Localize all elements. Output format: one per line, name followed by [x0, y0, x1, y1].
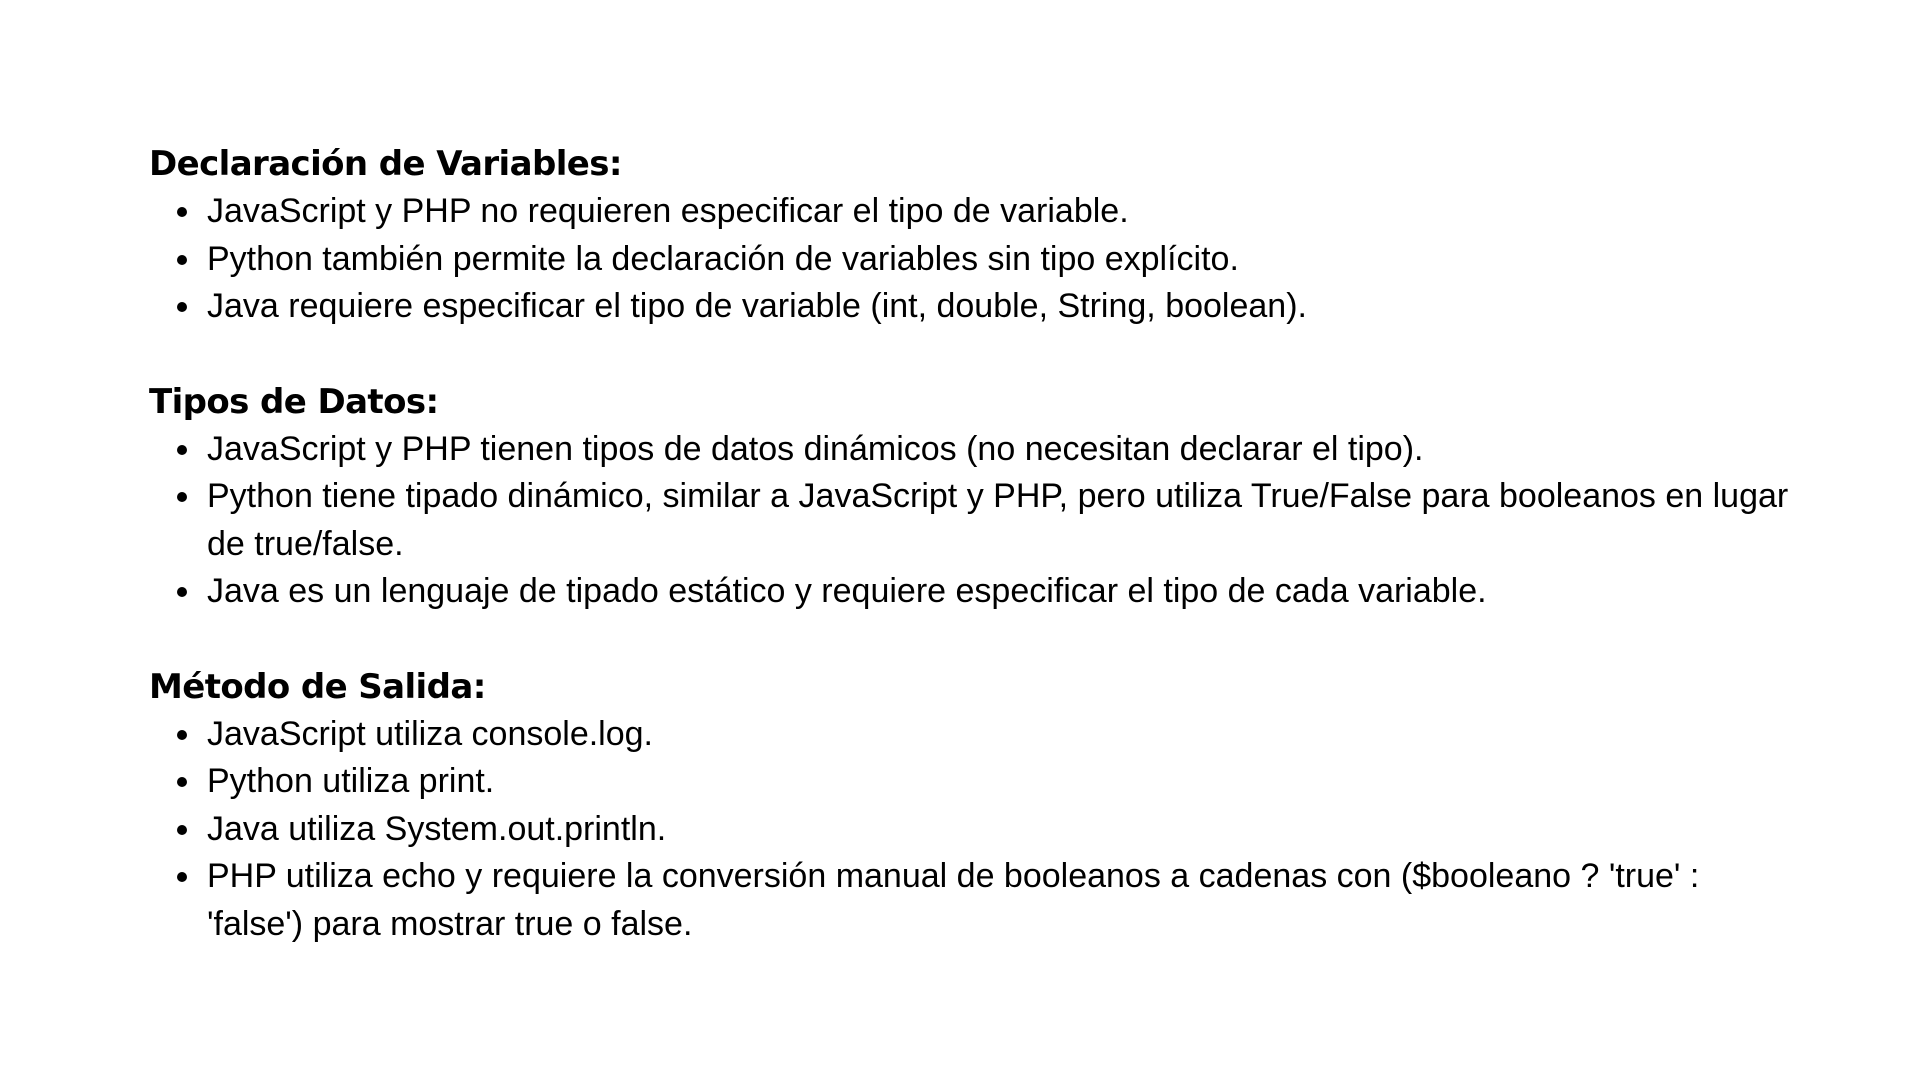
list-item-text: Python también permite la declaración de variables sin tipo explícito. — [207, 239, 1239, 278]
list-item — [149, 758, 1789, 806]
list-item — [149, 236, 1789, 284]
list-item — [149, 853, 1789, 948]
list-item — [149, 283, 1789, 331]
list-item — [149, 426, 1789, 474]
list-item — [149, 188, 1789, 236]
bullet-icon — [177, 777, 187, 787]
bullet-list — [149, 711, 1789, 949]
bullet-icon — [177, 492, 187, 502]
list-item-text: Java es un lenguaje de tipado estático y requiere especificar el tipo de cada variable. — [207, 572, 1487, 610]
section-data-types — [149, 378, 1789, 616]
list-item-text: JavaScript utiliza console.log. — [207, 714, 654, 753]
bullet-icon — [177, 255, 187, 265]
bullet-icon — [177, 872, 187, 882]
list-item-text: Java requiere especificar el tipo de variable (int, double, String, boolean). — [207, 287, 1307, 325]
bullet-icon — [177, 730, 187, 740]
section-title: Tipos de Datos: — [149, 381, 439, 422]
bullet-icon — [177, 302, 187, 312]
section-title: Método de Salida: — [149, 666, 486, 707]
section-title: Declaración de Variables: — [149, 144, 622, 184]
list-item-text: JavaScript y PHP no requieren especificar el tipo de variable. — [207, 192, 1129, 230]
list-item — [149, 806, 1789, 854]
document-body — [149, 140, 1789, 995]
bullet-icon — [177, 587, 187, 597]
section-variable-declaration — [149, 140, 1789, 331]
list-item-text: PHP utiliza echo y requiere la conversión manual de booleanos a cadenas con ($booleano ? 'true' : 'false') para mostrar true o false. — [207, 857, 1700, 943]
list-item — [149, 711, 1789, 759]
bullet-list — [149, 188, 1789, 331]
bullet-icon — [177, 445, 187, 455]
list-item-text: Python utiliza print. — [207, 762, 495, 800]
list-item-text: JavaScript y PHP tienen tipos de datos dinámicos (no necesitan declarar el tipo). — [207, 429, 1424, 468]
section-output-method — [149, 663, 1789, 949]
list-item — [149, 473, 1789, 568]
list-item-text: Java utiliza System.out.println. — [207, 809, 667, 848]
bullet-list — [149, 426, 1789, 616]
bullet-icon — [177, 825, 187, 835]
bullet-icon — [177, 207, 187, 217]
list-item-text: Python tiene tipado dinámico, similar a JavaScript y PHP, pero utiliza True/False para booleanos en lugar de true/false. — [207, 477, 1789, 563]
list-item — [149, 568, 1789, 616]
